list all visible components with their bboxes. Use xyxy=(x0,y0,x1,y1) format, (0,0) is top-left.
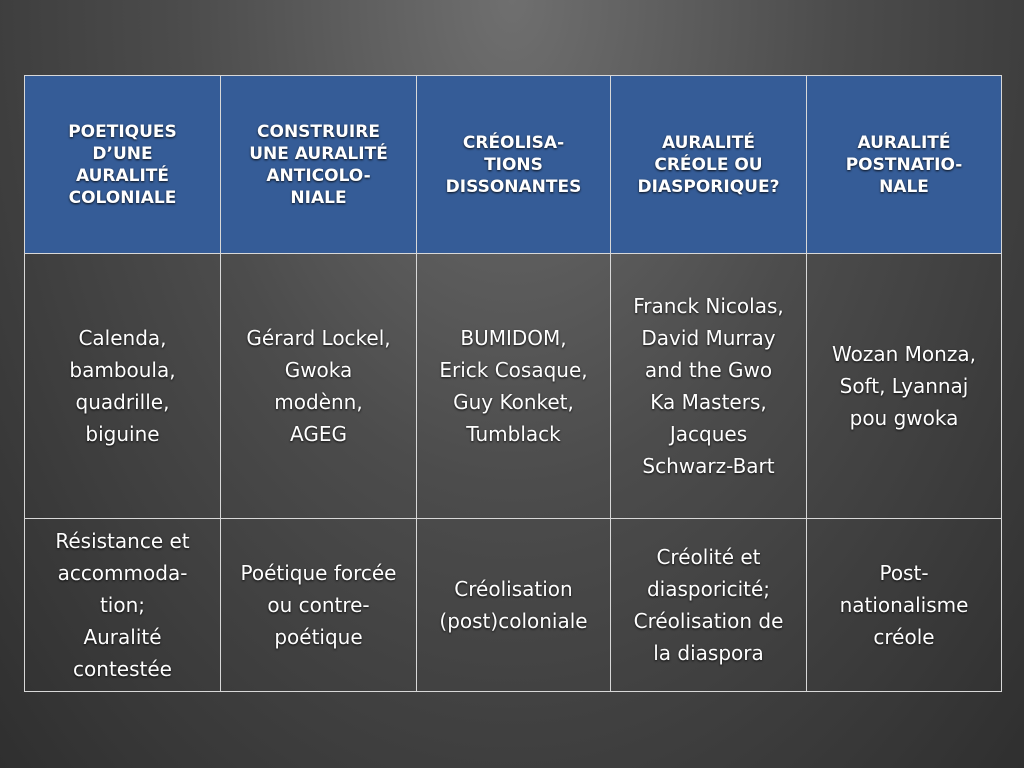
table-cell: Calenda, bamboula, quadrille, biguine xyxy=(25,254,221,519)
table-cell: Créolité et diasporicité; Créolisation de la diaspora xyxy=(611,519,807,692)
header-cell-colonial: POETIQUES D’UNE AURALITÉ COLONIALE xyxy=(25,76,221,254)
header-cell-anticolonial: CONSTRUIRE UNE AURALITÉ ANTICOLO- NIALE xyxy=(221,76,417,254)
header-cell-creole-diasporique: AURALITÉ CRÉOLE OU DIASPORIQUE? xyxy=(611,76,807,254)
table-cell: Franck Nicolas, David Murray and the Gwo Ka Masters, Jacques Schwarz-Bart xyxy=(611,254,807,519)
table-row xyxy=(25,519,1002,692)
table-cell: Wozan Monza, Soft, Lyannaj pou gwoka xyxy=(807,254,1002,519)
table-cell: Créolisation (post)coloniale xyxy=(417,519,611,692)
comparison-table xyxy=(24,75,1002,692)
table-cell: BUMIDOM, Erick Cosaque, Guy Konket, Tumblack xyxy=(417,254,611,519)
header-cell-creolisations: CRÉOLISA- TIONS DISSONANTES xyxy=(417,76,611,254)
table-cell: Post- nationalisme créole xyxy=(807,519,1002,692)
table-cell: Résistance et accommoda- tion; Auralité contestée xyxy=(25,519,221,692)
table-cell: Gérard Lockel, Gwoka modènn, AGEG xyxy=(221,254,417,519)
table-cell: Poétique forcée ou contre- poétique xyxy=(221,519,417,692)
table-row xyxy=(25,254,1002,519)
header-cell-postnationale: AURALITÉ POSTNATIO- NALE xyxy=(807,76,1002,254)
table-header-row xyxy=(25,76,1002,254)
